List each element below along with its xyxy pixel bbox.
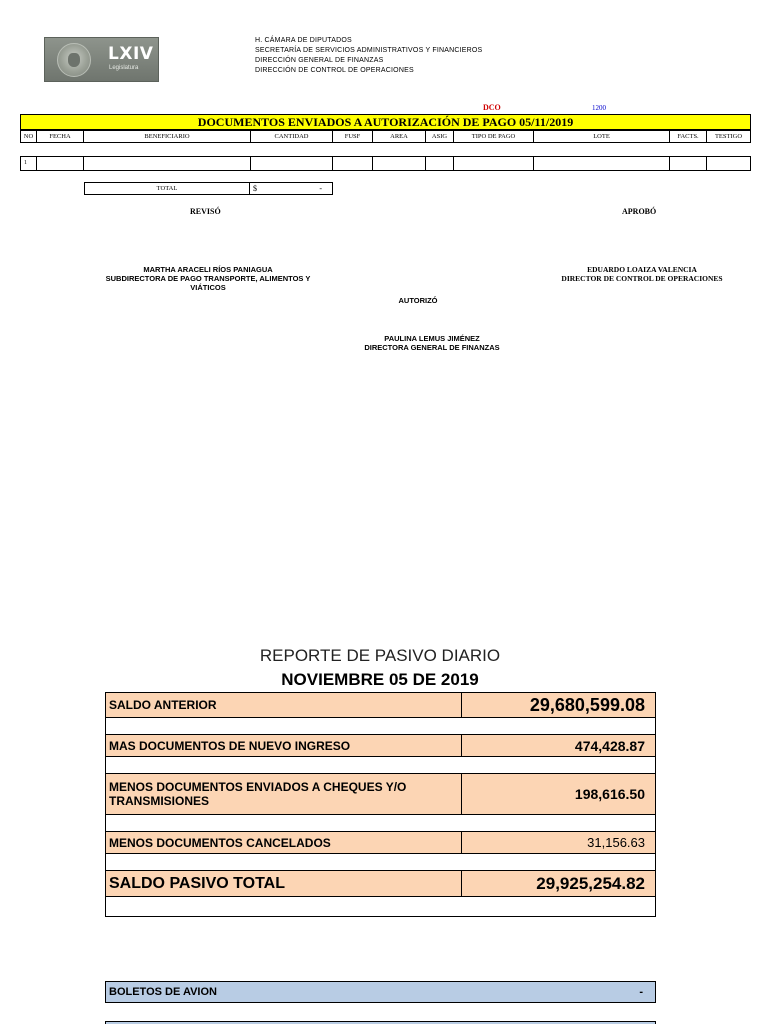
aprobo-signature bbox=[536, 265, 748, 283]
dco-code: DCO bbox=[483, 103, 501, 112]
cell-beneficiario bbox=[84, 156, 251, 171]
header-line-2: SECRETARÍA DE SERVICIOS ADMINISTRATIVOS Y FINANCIEROS bbox=[255, 47, 483, 54]
cell-asig bbox=[426, 156, 454, 171]
summary-label: MENOS DOCUMENTOS ENVIADOS A CHEQUES Y/O TRANSMISIONES bbox=[106, 774, 462, 814]
cell-fusf bbox=[333, 156, 373, 171]
summary-label: MENOS DOCUMENTOS CANCELADOS bbox=[106, 832, 462, 853]
boletos-label: BOLETOS DE AVION bbox=[109, 986, 217, 998]
summary-value: 198,616.50 bbox=[574, 786, 645, 802]
documents-table-header bbox=[20, 130, 751, 143]
header-line-3: DIRECCIÓN GENERAL DE FINANZAS bbox=[255, 57, 384, 64]
report-date: NOVIEMBRE 05 DE 2019 bbox=[281, 670, 479, 689]
summary-label: SALDO PASIVO TOTAL bbox=[106, 871, 462, 896]
col-beneficiario: BENEFICIARIO bbox=[84, 130, 251, 143]
col-facts: FACTS. bbox=[670, 130, 707, 143]
autorizo-label: AUTORIZÓ bbox=[398, 296, 438, 305]
reference-number: 1200 bbox=[592, 104, 606, 112]
cell-cantidad bbox=[251, 156, 333, 171]
cell-lote bbox=[534, 156, 670, 171]
total-row bbox=[84, 182, 333, 195]
reviso-signature bbox=[88, 265, 328, 292]
summary-value: 474,428.87 bbox=[574, 737, 645, 754]
table-row bbox=[105, 735, 656, 757]
national-seal-icon bbox=[57, 43, 91, 77]
aprobo-label: APROBÓ bbox=[622, 207, 657, 216]
autorizo-title: DIRECTORA GENERAL DE FINANZAS bbox=[364, 343, 500, 352]
boletos-value: - bbox=[639, 986, 643, 998]
col-cantidad: CANTIDAD bbox=[251, 130, 333, 143]
aprobo-name: EDUARDO LOAIZA VALENCIA bbox=[587, 265, 697, 274]
institution-header bbox=[255, 36, 482, 76]
documents-table-title: DOCUMENTOS ENVIADOS A AUTORIZACIÓN DE PAGO 05/11/2019 bbox=[20, 114, 751, 130]
total-label: TOTAL bbox=[84, 182, 250, 195]
table-row bbox=[105, 774, 656, 815]
summary-value: 29,925,254.82 bbox=[536, 873, 645, 893]
logo-title: LXIV bbox=[108, 44, 154, 64]
cell-tipo-pago bbox=[454, 156, 534, 171]
reviso-name: MARTHA ARACELI RÍOS PANIAGUA bbox=[143, 265, 273, 274]
cell-testigo bbox=[707, 156, 751, 171]
total-value-cell bbox=[250, 182, 333, 195]
col-tipo-pago: TIPO DE PAGO bbox=[454, 130, 534, 143]
col-no: NO bbox=[20, 130, 37, 143]
cell-facts bbox=[670, 156, 707, 171]
col-lote: LOTE bbox=[534, 130, 670, 143]
reviso-label: REVISÓ bbox=[190, 207, 221, 216]
autorizo-signature bbox=[318, 334, 546, 352]
airline-tickets-row bbox=[105, 981, 656, 1003]
summary-value: 29,680,599.08 bbox=[529, 694, 645, 715]
table-row bbox=[20, 156, 751, 171]
total-currency: $ bbox=[253, 184, 257, 193]
summary-label: MAS DOCUMENTOS DE NUEVO INGRESO bbox=[106, 735, 462, 756]
spacer-row bbox=[105, 757, 656, 774]
total-value: - bbox=[319, 184, 322, 193]
spacer-row bbox=[105, 815, 656, 832]
summary-label: SALDO ANTERIOR bbox=[106, 693, 462, 717]
col-asig: ASIG bbox=[426, 130, 454, 143]
table-row bbox=[105, 871, 656, 897]
aprobo-title: DIRECTOR DE CONTROL DE OPERACIONES bbox=[561, 274, 723, 283]
legislature-logo bbox=[44, 37, 159, 82]
reviso-title: SUBDIRECTORA DE PAGO TRANSPORTE, ALIMENTOS Y VIÁTICOS bbox=[105, 274, 311, 292]
liability-summary-table bbox=[105, 692, 656, 917]
report-title: REPORTE DE PASIVO DIARIO bbox=[259, 646, 501, 665]
table-row bbox=[105, 692, 656, 718]
spacer-row bbox=[105, 854, 656, 871]
col-testigo: TESTIGO bbox=[707, 130, 751, 143]
header-line-4: DIRECCIÓN DE CONTROL DE OPERACIONES bbox=[255, 67, 414, 74]
cell-area bbox=[373, 156, 426, 171]
autorizo-name: PAULINA LEMUS JIMÉNEZ bbox=[384, 334, 480, 343]
col-area: AREA bbox=[373, 130, 426, 143]
spacer-row bbox=[105, 718, 656, 735]
header-line-1: H. CÁMARA DE DIPUTADOS bbox=[255, 37, 352, 44]
col-fecha: FECHA bbox=[37, 130, 84, 143]
table-row bbox=[105, 832, 656, 854]
cell-fecha bbox=[37, 156, 84, 171]
logo-subtitle: Legislatura bbox=[109, 65, 139, 71]
spacer-row bbox=[105, 897, 656, 917]
summary-value: 31,156.63 bbox=[587, 835, 645, 850]
col-fusf: FUSF bbox=[333, 130, 373, 143]
cell-no: 1 bbox=[20, 156, 37, 171]
